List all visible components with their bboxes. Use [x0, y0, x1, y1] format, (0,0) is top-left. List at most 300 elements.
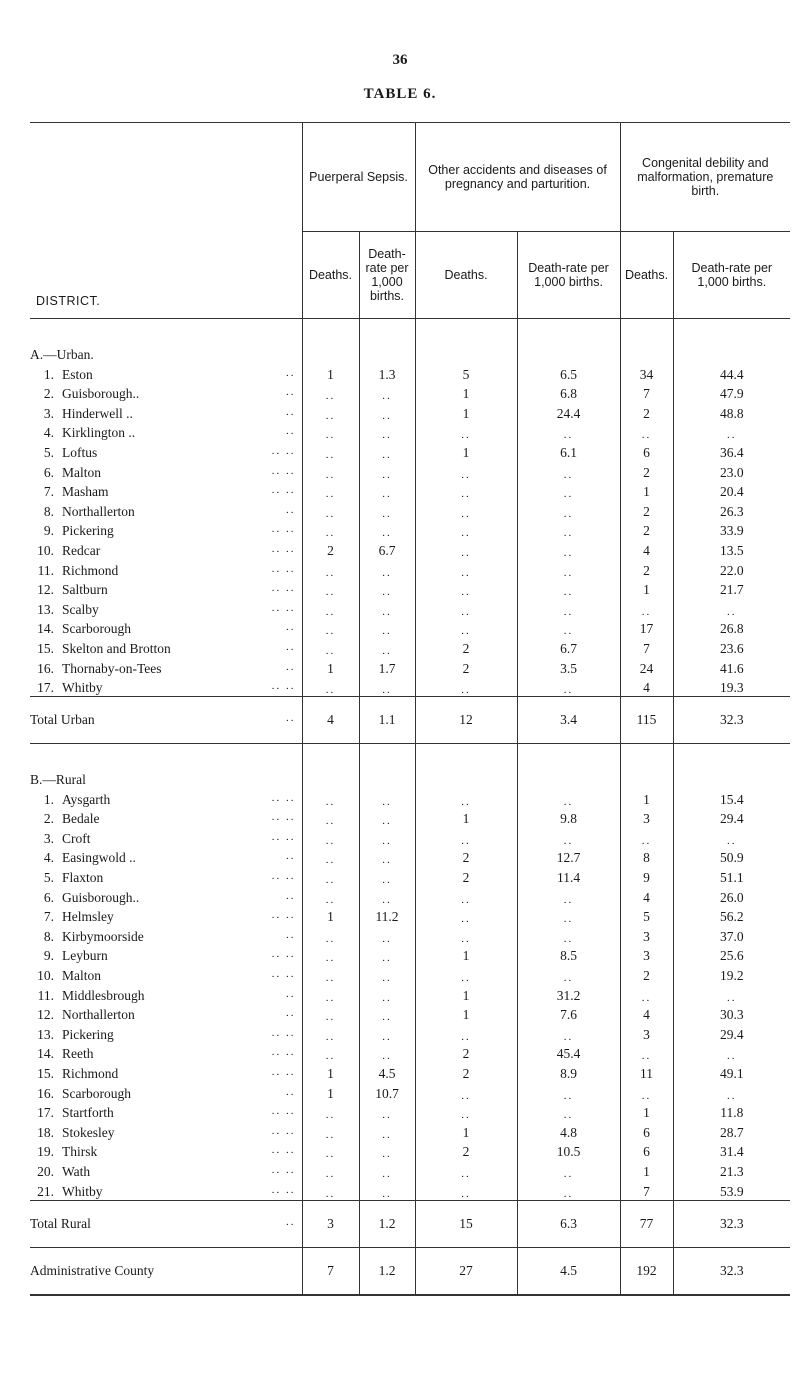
value-cell: ..	[673, 1082, 790, 1102]
row-number: 3.	[43, 405, 54, 421]
value-cell: ..	[302, 866, 359, 886]
leader-dots: ..	[286, 366, 296, 379]
row-number: 8.	[43, 928, 54, 944]
value-cell: ..	[517, 1082, 620, 1102]
row-number: 17.	[37, 680, 54, 696]
value-cell: ..	[517, 520, 620, 540]
leader-dots: ..	[286, 621, 296, 634]
value-cell: 3	[302, 1200, 359, 1247]
district-cell	[30, 677, 302, 697]
spacer-cell	[620, 744, 673, 789]
value-cell: ..	[359, 1004, 415, 1024]
value-cell: 2	[415, 866, 517, 886]
value-cell: ..	[359, 422, 415, 442]
value-cell: 48.8	[673, 402, 790, 422]
table-row	[30, 441, 790, 461]
value-cell: ..	[517, 925, 620, 945]
row-number: 16.	[37, 1085, 54, 1101]
value-cell: ..	[415, 422, 517, 442]
value-cell: 77	[620, 1200, 673, 1247]
value-cell: ..	[359, 964, 415, 984]
row-number: 13.	[37, 601, 54, 617]
leader-dots: .. ..	[271, 968, 296, 981]
district-cell	[30, 788, 302, 808]
district-cell	[30, 1102, 302, 1122]
district-name: Guisborough..	[62, 889, 140, 905]
table-body	[30, 319, 790, 1295]
value-cell: 8	[620, 847, 673, 867]
value-cell: ..	[359, 945, 415, 965]
value-cell: 2	[620, 500, 673, 520]
district-name: Flaxton	[62, 870, 104, 886]
value-cell: 19.3	[673, 677, 790, 697]
value-cell: 2	[620, 964, 673, 984]
value-cell: ..	[302, 618, 359, 638]
value-cell: ..	[359, 1160, 415, 1180]
leader-dots: .. ..	[271, 680, 296, 693]
row-number: 8.	[43, 503, 54, 519]
value-cell: 7	[620, 1180, 673, 1200]
value-cell: 4.5	[517, 1247, 620, 1295]
leader-dots: ..	[286, 1085, 296, 1098]
value-cell: ..	[673, 1043, 790, 1063]
row-number: 1.	[43, 366, 54, 382]
value-cell: 3	[620, 925, 673, 945]
value-cell: 31.4	[673, 1141, 790, 1161]
leader-dots: ..	[286, 928, 296, 941]
table-row	[30, 1160, 790, 1180]
value-cell: ..	[302, 402, 359, 422]
value-cell: ..	[620, 1082, 673, 1102]
value-cell: 6.5	[517, 363, 620, 383]
district-name: Aysgarth	[62, 791, 111, 807]
value-cell: ..	[302, 827, 359, 847]
section-row	[30, 744, 790, 789]
leader-dots: ..	[286, 405, 296, 418]
district-name: Wath	[62, 1163, 91, 1179]
table-row	[30, 657, 790, 677]
value-cell: ..	[415, 1023, 517, 1043]
district-name: Thornaby-on-Tees	[62, 660, 162, 676]
table-row	[30, 964, 790, 984]
table-row	[30, 461, 790, 481]
district-cell	[30, 984, 302, 1004]
value-cell: 11.8	[673, 1102, 790, 1122]
congenital-debility-header: Congenital debility and malformation, premature birth.	[620, 123, 790, 232]
value-cell: ..	[415, 827, 517, 847]
value-cell: ..	[415, 500, 517, 520]
district-name: Reeth	[62, 1046, 94, 1062]
value-cell: 1	[302, 906, 359, 926]
value-cell: 1	[302, 657, 359, 677]
value-cell: ..	[302, 847, 359, 867]
total-row	[30, 697, 790, 744]
value-cell: ..	[302, 964, 359, 984]
spacer-cell	[517, 319, 620, 364]
value-cell: 6	[620, 441, 673, 461]
district-name: Whitby	[62, 1183, 103, 1199]
district-name: Eston	[62, 366, 93, 382]
table-row	[30, 984, 790, 1004]
district-cell	[30, 539, 302, 559]
leader-dots: .. ..	[271, 444, 296, 457]
value-cell: 1	[620, 1160, 673, 1180]
district-cell	[30, 1023, 302, 1043]
value-cell: 21.7	[673, 579, 790, 599]
district-cell	[30, 925, 302, 945]
district-cell	[30, 579, 302, 599]
leader-dots: .. ..	[271, 464, 296, 477]
value-cell: ..	[359, 1121, 415, 1141]
value-cell: 115	[620, 697, 673, 744]
leader-dots: ..	[286, 712, 296, 725]
value-cell: ..	[517, 1023, 620, 1043]
leader-dots: ..	[286, 850, 296, 863]
value-cell: 7.6	[517, 1004, 620, 1024]
value-cell: 21.3	[673, 1160, 790, 1180]
value-cell: ..	[620, 422, 673, 442]
value-cell: 51.1	[673, 866, 790, 886]
leader-dots: ..	[286, 1007, 296, 1020]
table-row	[30, 1102, 790, 1122]
value-cell: ..	[302, 808, 359, 828]
leader-dots: ..	[286, 503, 296, 516]
value-cell: ..	[517, 827, 620, 847]
spacer-cell	[415, 744, 517, 789]
value-cell: 5	[415, 363, 517, 383]
value-cell: 1	[620, 579, 673, 599]
value-cell: 1	[415, 1004, 517, 1024]
value-cell: 2	[415, 847, 517, 867]
district-cell	[30, 1043, 302, 1063]
value-cell: ..	[415, 1102, 517, 1122]
page-number: 36	[392, 52, 408, 68]
value-cell: ..	[517, 481, 620, 501]
district-cell	[30, 363, 302, 383]
district-cell	[30, 383, 302, 403]
table-row	[30, 363, 790, 383]
value-cell: 1	[415, 984, 517, 1004]
value-cell: ..	[517, 579, 620, 599]
value-cell: ..	[359, 637, 415, 657]
spacer-cell	[673, 319, 790, 364]
value-cell: ..	[359, 559, 415, 579]
value-cell: 3.4	[517, 697, 620, 744]
value-cell: ..	[359, 925, 415, 945]
value-cell: 1	[620, 788, 673, 808]
value-cell: ..	[517, 788, 620, 808]
table-row	[30, 945, 790, 965]
value-cell: ..	[302, 788, 359, 808]
value-cell: 26.3	[673, 500, 790, 520]
row-number: 14.	[37, 621, 54, 637]
district-name: Malton	[62, 464, 101, 480]
puerperal-sepsis-header: Puerperal Sepsis.	[302, 123, 415, 232]
value-cell: ..	[359, 886, 415, 906]
value-cell: ..	[359, 520, 415, 540]
district-cell	[30, 1082, 302, 1102]
value-cell: 1.2	[359, 1200, 415, 1247]
value-cell: ..	[359, 618, 415, 638]
district-cell	[30, 906, 302, 926]
value-cell: 2	[620, 520, 673, 540]
value-cell: ..	[302, 677, 359, 697]
value-cell: 13.5	[673, 539, 790, 559]
value-cell: 3	[620, 808, 673, 828]
value-cell: ..	[359, 579, 415, 599]
value-cell: 19.2	[673, 964, 790, 984]
value-cell: ..	[302, 945, 359, 965]
district-name: Middlesbrough	[62, 987, 145, 1003]
value-cell: 25.6	[673, 945, 790, 965]
district-name: Pickering	[62, 1026, 114, 1042]
value-cell: ..	[302, 500, 359, 520]
spacer-cell	[673, 744, 790, 789]
table-row	[30, 539, 790, 559]
value-cell: ..	[302, 925, 359, 945]
row-number: 10.	[37, 968, 54, 984]
row-number: 9.	[43, 948, 54, 964]
district-name: Scarborough	[62, 621, 131, 637]
leader-dots: .. ..	[271, 1026, 296, 1039]
leader-dots: ..	[286, 640, 296, 653]
value-cell: ..	[517, 1180, 620, 1200]
value-cell: 4.8	[517, 1121, 620, 1141]
section-row	[30, 319, 790, 364]
value-cell: 15.4	[673, 788, 790, 808]
value-cell: ..	[302, 1141, 359, 1161]
district-name: Croft	[62, 830, 91, 846]
row-number: 2.	[43, 811, 54, 827]
leader-dots: .. ..	[271, 948, 296, 961]
value-cell: ..	[415, 906, 517, 926]
table-row	[30, 1082, 790, 1102]
value-cell: ..	[359, 1141, 415, 1161]
value-cell: 27	[415, 1247, 517, 1295]
value-cell: 11	[620, 1062, 673, 1082]
district-name: Whitby	[62, 680, 103, 696]
value-cell: 50.9	[673, 847, 790, 867]
value-cell: 11.4	[517, 866, 620, 886]
leader-dots: ..	[286, 1215, 296, 1228]
district-cell	[30, 1141, 302, 1161]
value-cell: ..	[359, 461, 415, 481]
district-cell	[30, 657, 302, 677]
value-cell: ..	[302, 1160, 359, 1180]
value-cell: 4.5	[359, 1062, 415, 1082]
value-cell: 26.8	[673, 618, 790, 638]
value-cell: ..	[302, 1102, 359, 1122]
value-cell: 1	[415, 441, 517, 461]
value-cell: ..	[302, 441, 359, 461]
county-label: Administrative County	[30, 1262, 155, 1278]
district-cell	[30, 886, 302, 906]
value-cell: ..	[415, 925, 517, 945]
g1-deaths-header: Deaths.	[302, 232, 359, 319]
row-number: 7.	[43, 484, 54, 500]
table-row	[30, 402, 790, 422]
district-cell	[30, 1180, 302, 1200]
value-cell: 28.7	[673, 1121, 790, 1141]
value-cell: ..	[673, 598, 790, 618]
value-cell: 24	[620, 657, 673, 677]
district-name: Startforth	[62, 1105, 114, 1121]
value-cell: 7	[620, 637, 673, 657]
value-cell: ..	[517, 461, 620, 481]
table-row	[30, 906, 790, 926]
value-cell: 1	[415, 945, 517, 965]
value-cell: 7	[302, 1247, 359, 1295]
district-cell	[30, 618, 302, 638]
leader-dots: .. ..	[271, 1124, 296, 1137]
value-cell: ..	[415, 481, 517, 501]
district-header: DISTRICT.	[30, 123, 302, 319]
leader-dots: .. ..	[271, 1046, 296, 1059]
value-cell: ..	[415, 618, 517, 638]
table-row	[30, 808, 790, 828]
value-cell: ..	[415, 1180, 517, 1200]
value-cell: 2	[415, 657, 517, 677]
value-cell: 45.4	[517, 1043, 620, 1063]
value-cell: ..	[359, 481, 415, 501]
table-row	[30, 579, 790, 599]
leader-dots: .. ..	[271, 791, 296, 804]
value-cell: 6.7	[517, 637, 620, 657]
row-number: 15.	[37, 1066, 54, 1081]
district-cell	[30, 964, 302, 984]
value-cell: ..	[415, 788, 517, 808]
value-cell: 9.8	[517, 808, 620, 828]
value-cell: 37.0	[673, 925, 790, 945]
value-cell: 4	[620, 539, 673, 559]
district-name: Kirklington ..	[62, 425, 136, 441]
value-cell: 2	[620, 559, 673, 579]
value-cell: 29.4	[673, 1023, 790, 1043]
row-number: 12.	[37, 582, 54, 598]
value-cell: ..	[359, 677, 415, 697]
value-cell: ..	[415, 559, 517, 579]
value-cell: ..	[359, 827, 415, 847]
leader-dots: .. ..	[271, 484, 296, 497]
value-cell: ..	[359, 1043, 415, 1063]
value-cell: ..	[302, 461, 359, 481]
value-cell: ..	[359, 1023, 415, 1043]
row-number: 3.	[43, 830, 54, 846]
district-name: Scalby	[62, 601, 99, 617]
value-cell: 47.9	[673, 383, 790, 403]
value-cell: 12	[415, 697, 517, 744]
table-row	[30, 1121, 790, 1141]
district-name: Saltburn	[62, 582, 108, 598]
value-cell: ..	[620, 827, 673, 847]
leader-dots: ..	[286, 889, 296, 902]
row-number: 1.	[43, 791, 54, 807]
row-number: 21.	[37, 1183, 54, 1199]
district-cell	[30, 847, 302, 867]
value-cell: 1.7	[359, 657, 415, 677]
value-cell: 6.3	[517, 1200, 620, 1247]
district-cell	[30, 808, 302, 828]
mortality-table	[30, 122, 790, 1296]
value-cell: 41.6	[673, 657, 790, 677]
value-cell: ..	[302, 1180, 359, 1200]
value-cell: 5	[620, 906, 673, 926]
spacer-cell	[415, 319, 517, 364]
value-cell: 15	[415, 1200, 517, 1247]
value-cell: ..	[359, 984, 415, 1004]
value-cell: ..	[415, 677, 517, 697]
value-cell: 26.0	[673, 886, 790, 906]
value-cell: 2	[415, 1062, 517, 1082]
value-cell: ..	[517, 964, 620, 984]
table-row	[30, 559, 790, 579]
value-cell: 6	[620, 1121, 673, 1141]
value-cell: 1	[620, 481, 673, 501]
row-number: 18.	[37, 1124, 54, 1140]
leader-dots: .. ..	[271, 523, 296, 536]
value-cell: 192	[620, 1247, 673, 1295]
value-cell: ..	[517, 677, 620, 697]
spacer-cell	[620, 319, 673, 364]
district-cell	[30, 422, 302, 442]
value-cell: 56.2	[673, 906, 790, 926]
table-row	[30, 618, 790, 638]
section-label: B.—Rural	[30, 744, 302, 789]
district-cell	[30, 945, 302, 965]
total-label-cell	[30, 1200, 302, 1247]
spacer-cell	[359, 319, 415, 364]
district-name: Hinderwell ..	[62, 405, 133, 421]
value-cell: 11.2	[359, 906, 415, 926]
row-number: 9.	[43, 523, 54, 539]
g3-deaths-header: Deaths.	[620, 232, 673, 319]
table-row	[30, 847, 790, 867]
district-name: Bedale	[62, 811, 100, 827]
row-number: 14.	[37, 1046, 54, 1062]
row-number: 16.	[37, 660, 54, 676]
value-cell: ..	[359, 847, 415, 867]
value-cell: ..	[302, 1121, 359, 1141]
value-cell: ..	[302, 886, 359, 906]
value-cell: ..	[415, 1160, 517, 1180]
value-cell: 36.4	[673, 441, 790, 461]
district-cell	[30, 1004, 302, 1024]
row-number: 20.	[37, 1163, 54, 1179]
value-cell: 8.5	[517, 945, 620, 965]
leader-dots: .. ..	[271, 1183, 296, 1196]
value-cell: 30.3	[673, 1004, 790, 1024]
row-number: 5.	[43, 444, 54, 460]
value-cell: ..	[673, 422, 790, 442]
value-cell: ..	[517, 422, 620, 442]
value-cell: ..	[517, 559, 620, 579]
table-row	[30, 827, 790, 847]
value-cell: 1	[302, 363, 359, 383]
value-cell: ..	[302, 579, 359, 599]
table-row	[30, 481, 790, 501]
table-row	[30, 637, 790, 657]
leader-dots: .. ..	[271, 811, 296, 824]
district-cell	[30, 559, 302, 579]
table-row	[30, 866, 790, 886]
value-cell: 8.9	[517, 1062, 620, 1082]
county-label-cell	[30, 1247, 302, 1295]
district-name: Leyburn	[62, 948, 108, 964]
value-cell: 4	[302, 697, 359, 744]
leader-dots: ..	[286, 425, 296, 438]
value-cell: 34	[620, 363, 673, 383]
value-cell: 1.2	[359, 1247, 415, 1295]
